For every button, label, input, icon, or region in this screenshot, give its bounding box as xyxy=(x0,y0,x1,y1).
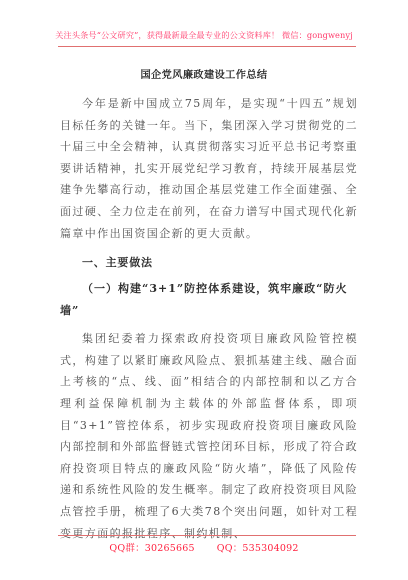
document-title: 国企党风廉政建设工作总结 xyxy=(140,69,268,81)
document-body xyxy=(60,93,358,544)
footer-divider xyxy=(58,535,356,536)
body-paragraph: 集团纪委着力探索政府投资项目廉政风险管控模式，构建了以紧盯廉政风险点、狠抓基建主线、融合面上考核的“点、线、面”相结合的内部控制和以乙方合理利益保障机制为主载体的外部监督体系，即项目“3+1”管控体系，初步实现政府投资项目廉政风险内部控制和外部监督链式管控闭环目标，形成了符合政府投资项目特点的廉政风险“防火墙”，降低了风险传递和系统性风险的发生概率。制定了政府投资项目风险点管控手册，梳理了6大类78个突出问题，如针对工程变更方面的报批程序、制约机制、 xyxy=(60,332,358,540)
qq-group-number: QQ群：30265665 xyxy=(109,543,195,554)
qq-contact-number: QQ：535304092 xyxy=(216,543,299,554)
header-divider xyxy=(58,46,356,47)
intro-paragraph: 今年是新中国成立75周年，是实现“十四五”规划目标任务的关键一年。当下，集团深入学习贯彻党的二十届三中全会精神，认真贯彻落实习近平总书记考察重要讲话精神，扎实开展党纪学习教育，持续开展基层党建争先攀高行动，推动国企基层党建工作全面建强、全面过硬、全力位走在前列，在奋力谱写中国式现代化新篇章中作出国资国企新的更大贡献。 xyxy=(60,97,358,240)
page-footer xyxy=(0,540,408,554)
section-heading: 一、主要做法 xyxy=(82,256,153,270)
subsection-heading: （一）构建“3+1”防控体系建设，筑牢廉政“防火墙” xyxy=(60,282,348,318)
page-header: 关注头条号“公文研究”，获得最新最全最专业的公文资料库！ 微信：gongwenyj xyxy=(55,30,353,40)
